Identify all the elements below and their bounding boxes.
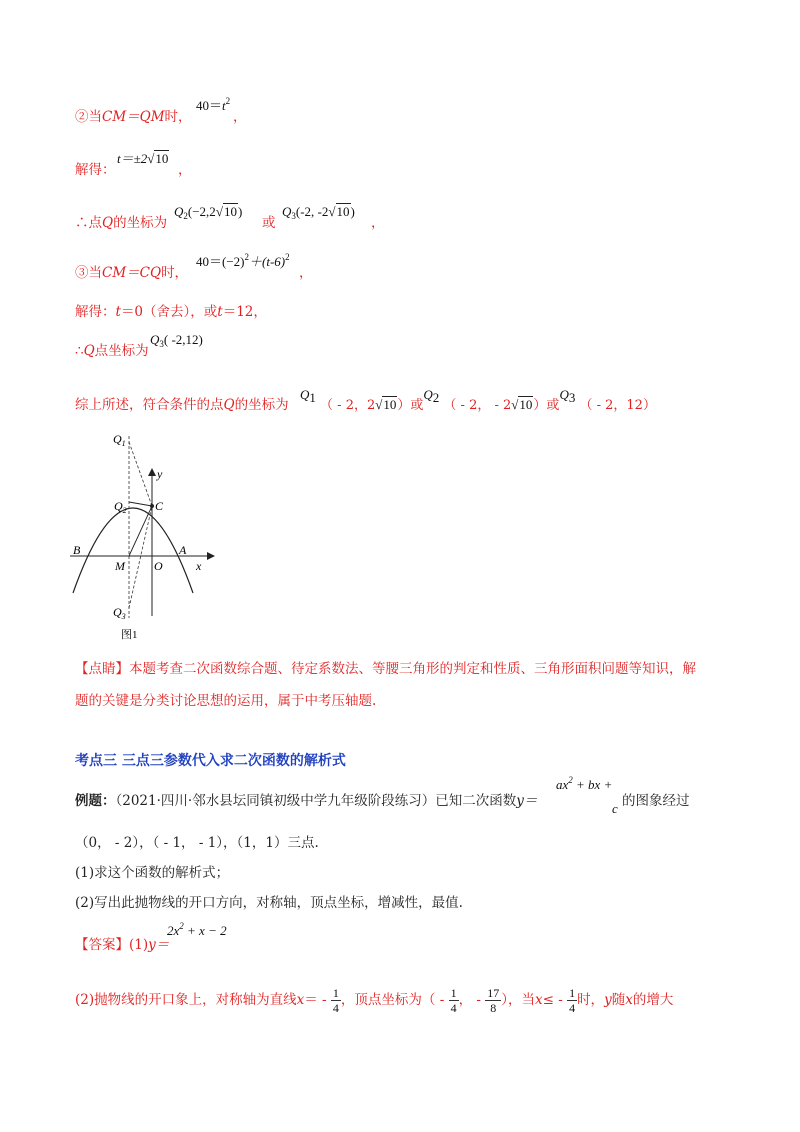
solve1-radicand: 10: [155, 151, 169, 166]
point-c: [150, 504, 154, 508]
case3-suffix: 时，: [161, 265, 189, 281]
coords1-q2-sub: 2: [183, 211, 188, 221]
coords2-line: [75, 342, 149, 360]
example-fn-a: ax: [556, 777, 569, 792]
coords2-q3: [150, 331, 203, 349]
summary-q: Q: [223, 397, 235, 413]
ans2-x2: x: [534, 992, 543, 1008]
coords2-q3-val: ( -2,12): [163, 332, 203, 347]
label-c: C: [155, 499, 164, 513]
coords1-q2-letter: Q: [174, 204, 184, 219]
example-fn-b: + bx +: [572, 777, 613, 792]
ans2-g: 时，: [577, 992, 605, 1008]
answer-function: [167, 922, 227, 940]
case2-condition: CM＝QM: [102, 109, 165, 125]
ans2-frac3: $\frac{17}{8}$: [487, 986, 500, 1015]
ans2-d: ， -: [458, 992, 486, 1008]
coords1-q: Q: [102, 215, 114, 231]
label-y: y: [157, 467, 163, 481]
example-function: [556, 776, 612, 794]
label-x: x: [196, 559, 202, 573]
m-c-line: [129, 506, 152, 556]
coords1-prefix: ∴点: [75, 215, 102, 231]
coords2-q3-letter: Q: [150, 332, 160, 347]
label-q1: $Q_1$: [113, 432, 126, 448]
solve2-t2: t: [217, 304, 223, 320]
label-o: O: [154, 559, 163, 573]
summary-q3: Q: [559, 387, 569, 402]
coords1-q3-close: ): [350, 204, 355, 219]
case2-suffix: 时，: [164, 109, 192, 125]
ans2-y: y: [604, 992, 612, 1008]
summary-q3-sub: 3: [568, 390, 576, 405]
case3-eq-b: ＋(t-6): [249, 254, 286, 269]
question-1: (1)求这个函数的解析式；: [75, 865, 230, 881]
coords1-q3-letter: Q: [282, 204, 292, 219]
summary-v1-rad: 10: [383, 397, 397, 412]
answer-y: y＝: [148, 937, 170, 953]
summary-values: $Q_1$ （ - 2，2√10）或$Q_2$ （ - 2， - 2√10）或$Q_3$ （ - 2，12）: [300, 387, 656, 413]
case3-eq-a: 40＝(−2): [196, 254, 245, 269]
case2-eq-exp: 2: [225, 96, 231, 106]
coords1-q2: $Q_2(-2,2√10)$: [174, 204, 243, 221]
comment-text1: 本题考查二次函数综合题、待定系数法、等腰三角形的判定和性质、三角形面积问题等知识，解: [129, 661, 696, 677]
answer-part: (1): [129, 937, 149, 953]
example-label: 例题：: [75, 793, 116, 809]
section-title: 考点三 三点三参数代入求二次函数的解析式: [75, 753, 346, 769]
summary-v3: （ - 2，12）: [579, 398, 656, 413]
summary-q2: Q: [423, 387, 433, 402]
case3-condition: CM＝CQ: [102, 265, 162, 281]
y-axis-arrow: [148, 468, 156, 476]
label-m: M: [115, 559, 125, 573]
solve2-b: ＝0（舍去），或: [120, 304, 218, 320]
solve1-comma: ，: [178, 162, 192, 178]
answer-fn-b: + x − 2: [183, 923, 227, 938]
case3-eq-exp1: 2: [244, 252, 249, 262]
summary-line: [75, 396, 289, 414]
solve2-t1: t: [115, 304, 121, 320]
example-fn-exp: 2: [568, 775, 573, 785]
coords1-line: [75, 214, 167, 232]
case3-eq-exp2: 2: [285, 252, 290, 262]
figure-1: [65, 428, 225, 643]
coords1-q3: $Q_3(-2$, -2√10): [282, 204, 355, 221]
coords1-or: 或: [262, 215, 276, 231]
solve1-expr-text: t＝±2: [117, 151, 148, 166]
label-q3: $Q_3$: [113, 605, 126, 621]
label-b: B: [73, 543, 81, 557]
answer-fn-exp: 2: [179, 921, 184, 931]
comment-line1: [75, 660, 696, 678]
summary-v1a: （ - 2，2: [320, 398, 376, 413]
coords1-q2-val: (−2,2: [187, 204, 216, 219]
solve2-a: 解得：: [75, 304, 116, 320]
example-y: y＝: [516, 793, 538, 809]
ans2-frac1: $\frac{1}{4}$: [332, 986, 339, 1015]
coords2-q: Q: [83, 343, 95, 359]
comment-line2: 题的关键是分类讨论思想的运用，属于中考压轴题.: [75, 693, 377, 709]
q2-c-line: [129, 502, 152, 506]
solve2-c: ＝12，: [222, 304, 267, 320]
example-text: （2021·四川·邻水县坛同镇初级中学九年级阶段练习）已知二次函数: [115, 793, 517, 809]
parabola-curve: [73, 508, 193, 593]
case2-line: [75, 108, 192, 126]
case2-equation: [196, 97, 230, 115]
ans2-x: x: [296, 992, 305, 1008]
solve2-line: [75, 303, 267, 321]
coords2-mid: 点坐标为: [94, 343, 149, 359]
summary-mid: 的坐标为: [234, 397, 289, 413]
summary-v1b: ）或: [397, 398, 424, 413]
case2-eq-var: t: [222, 98, 226, 113]
ans2-frac2: $\frac{1}{4}$: [450, 986, 457, 1015]
coords1-q2-rad: 10: [223, 204, 237, 219]
coords1-q2-close: ): [237, 204, 243, 219]
case2-prefix: ②当: [75, 109, 102, 125]
summary-v2-rad: 10: [519, 397, 533, 412]
ans2-e: ），当: [501, 992, 535, 1008]
summary-q1-sub: 1: [309, 390, 316, 405]
case3-comma: ，: [299, 265, 313, 281]
answer-fn-a: 2x: [167, 923, 180, 938]
coords2-q3-sub: 3: [159, 339, 164, 349]
answer-line: [75, 936, 169, 954]
ans2-a: (2)抛物线的开口象上，对称轴为直线: [75, 992, 297, 1008]
coords1-q3-sub: 3: [291, 211, 296, 221]
q3-c-dash: [129, 506, 152, 608]
coords1-q3-rad: 10: [336, 204, 350, 219]
case3-prefix: ③当: [75, 265, 102, 281]
solve1-label: 解得：: [75, 162, 116, 178]
figure-caption: 图1: [121, 629, 138, 641]
example-fn-c: c: [612, 801, 618, 816]
ans2-i: 的增大: [632, 992, 674, 1008]
coords1-q3-val: (-2, -2: [295, 204, 329, 219]
label-q2: $Q_2$: [114, 499, 127, 515]
ans2-frac4: $\frac{1}{4}$: [569, 986, 576, 1015]
q1-c-dash: [129, 442, 152, 506]
summary-q1: Q: [300, 387, 310, 402]
coords2-prefix: ∴: [75, 343, 84, 359]
example-after: 的图象经过: [622, 793, 690, 809]
summary-v2a: （ - 2， - 2: [443, 398, 512, 413]
example-line: [75, 792, 537, 810]
summary-text: 综上所述，符合条件的点: [75, 397, 224, 413]
coords1-mid: 的坐标为: [113, 215, 168, 231]
ans2-h: 随: [611, 992, 626, 1008]
points-line: （0， - 2），（ - 1， - 1），（1，1）三点.: [75, 835, 319, 851]
case3-line: [75, 264, 188, 282]
summary-q2-sub: 2: [432, 390, 440, 405]
case2-eq-left: 40＝: [196, 98, 223, 113]
case2-comma: ，: [233, 109, 247, 125]
x-axis-arrow: [207, 552, 215, 560]
label-a: A: [179, 543, 187, 557]
comment-tag: 【点睛】: [75, 661, 129, 677]
answer2-line: [75, 986, 673, 1015]
coords1-comma: ，: [371, 215, 385, 231]
solve1-expr: t＝±2√10: [117, 151, 169, 166]
ans2-x3: x: [625, 992, 633, 1008]
case3-equation: [196, 253, 290, 271]
answer-tag: 【答案】: [75, 937, 129, 953]
summary-v2b: ）或: [533, 398, 560, 413]
ans2-b: ＝ -: [304, 992, 331, 1008]
ans2-f: ≤ -: [542, 992, 568, 1008]
question-2: (2)写出此抛物线的开口方向，对称轴，顶点坐标，增减性，最值.: [75, 895, 463, 911]
ans2-c: ，顶点坐标为（ -: [340, 992, 449, 1008]
